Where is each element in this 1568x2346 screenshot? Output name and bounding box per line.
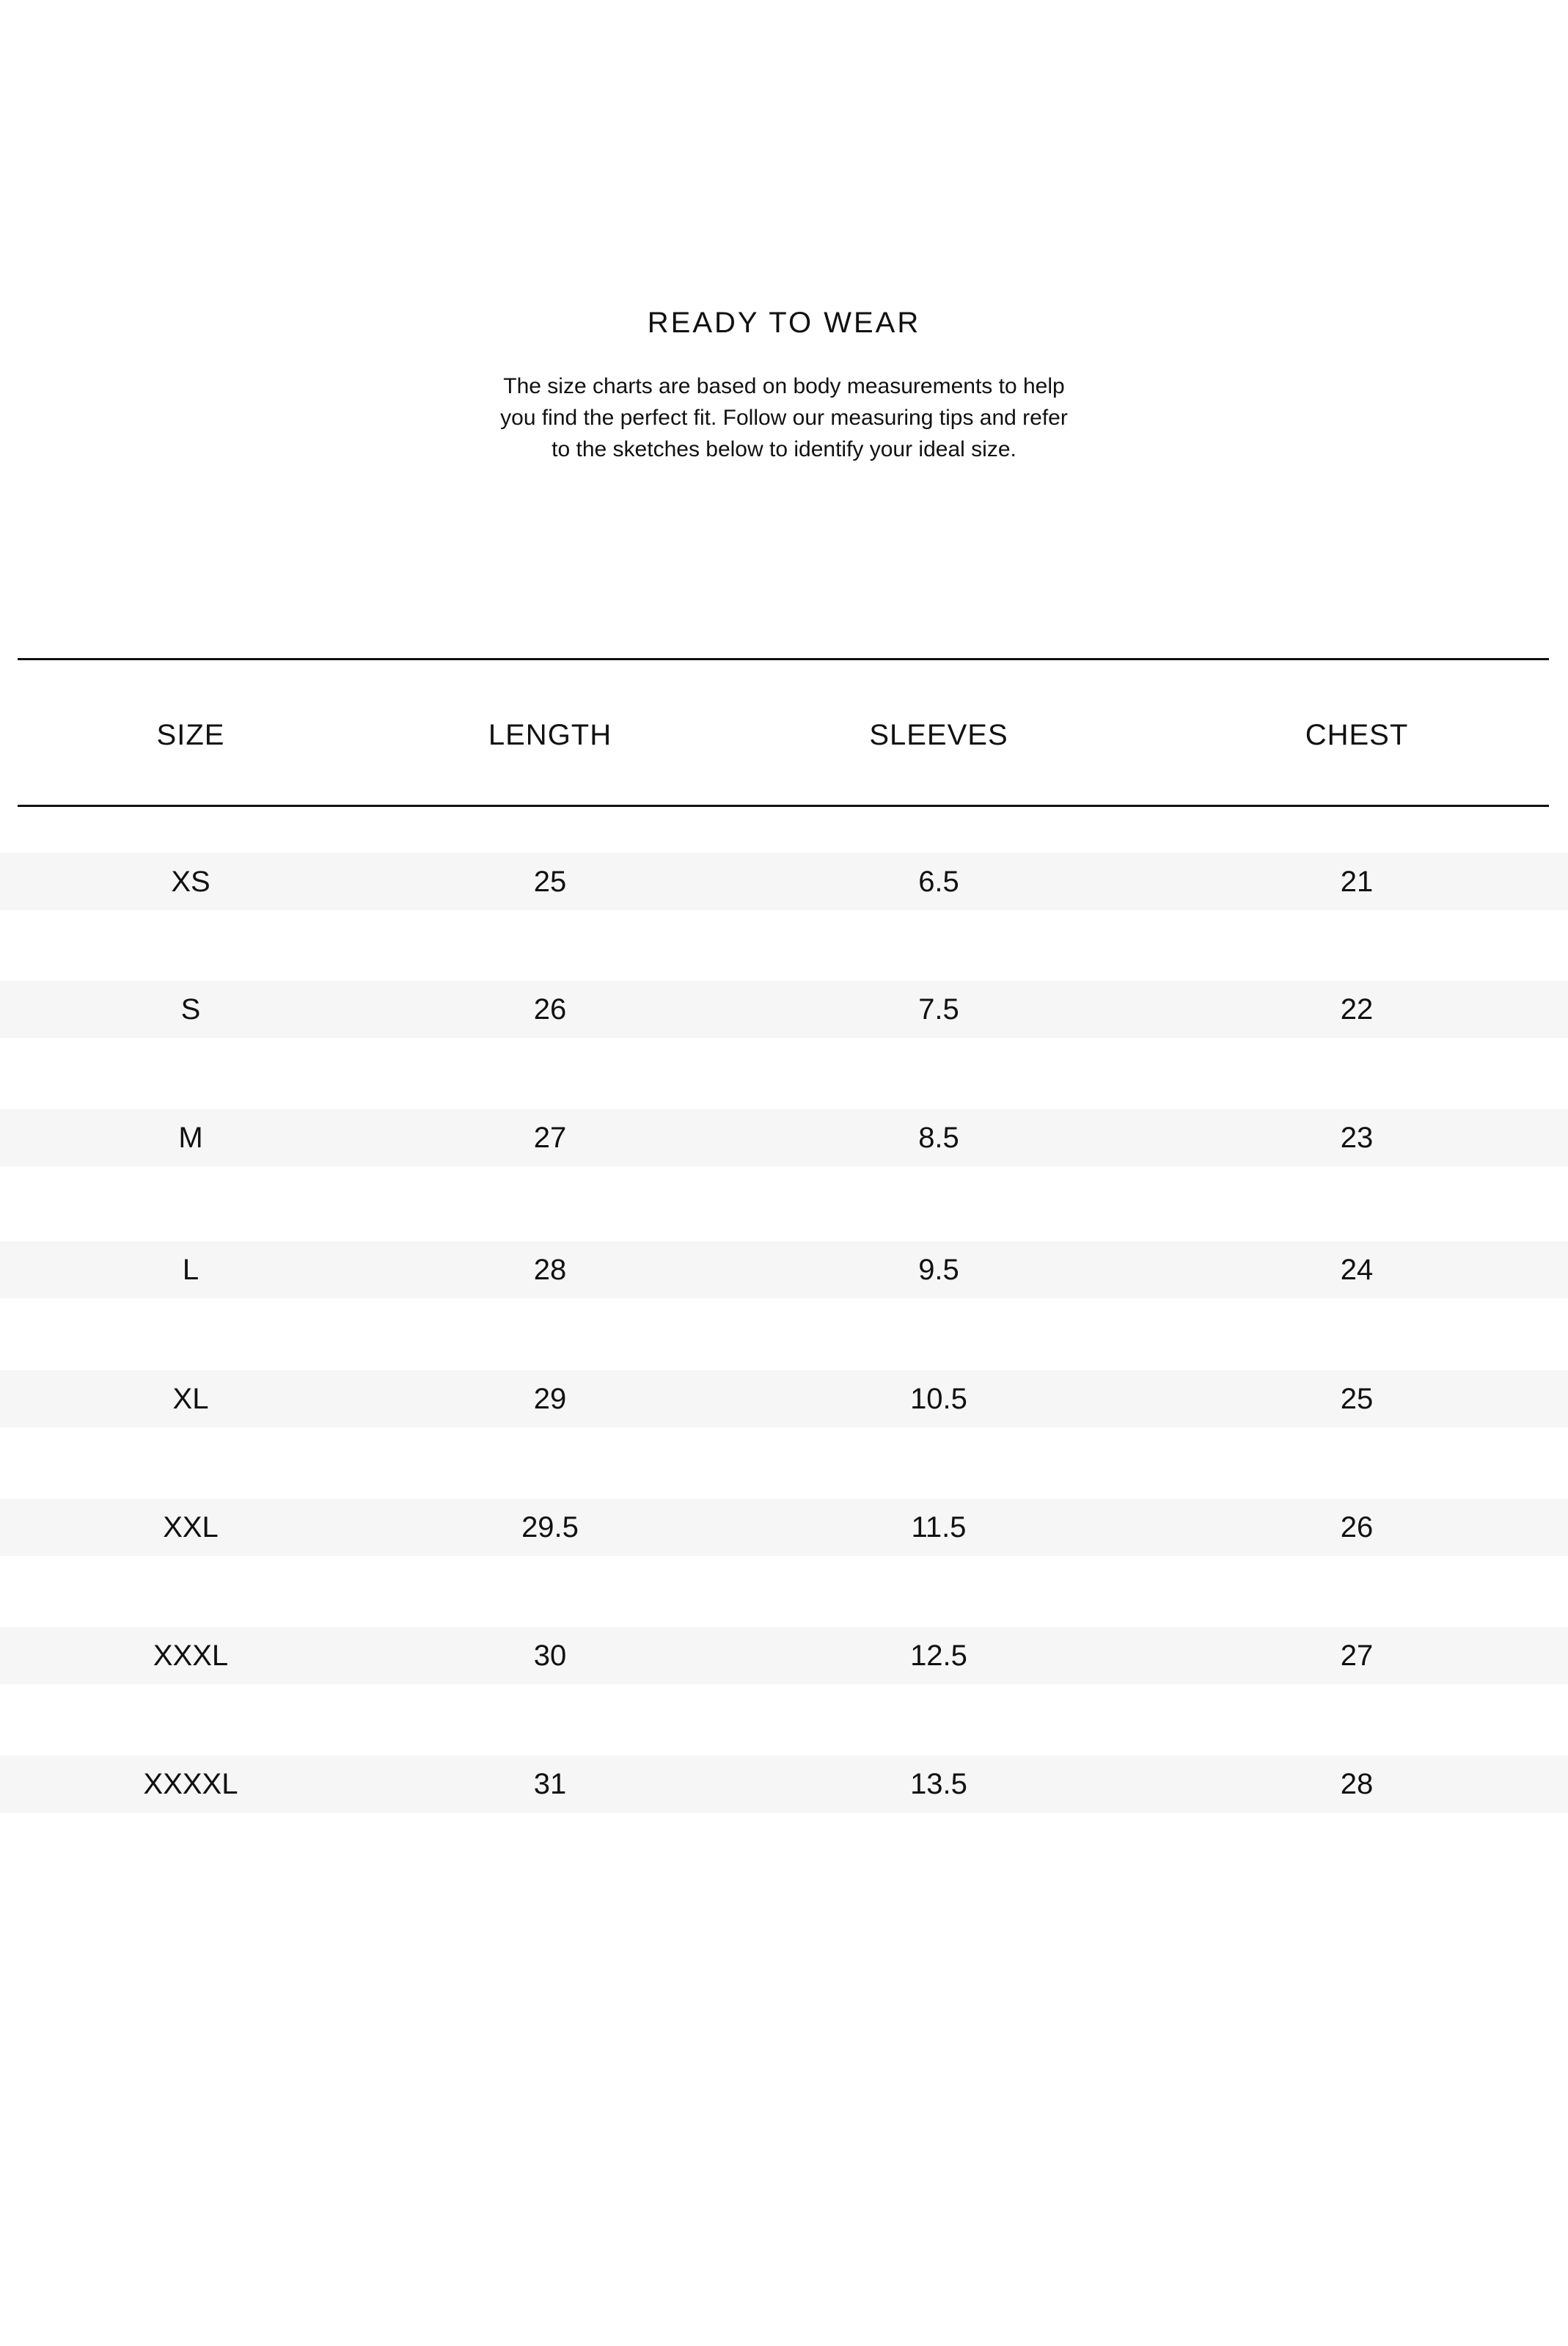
cell-chest: 24	[1340, 1253, 1374, 1286]
cell-length: 27	[533, 1121, 567, 1154]
cell-chest: 28	[1340, 1767, 1374, 1800]
cell-chest: 21	[1340, 865, 1374, 898]
cell-chest: 23	[1340, 1121, 1374, 1154]
cell-chest: 22	[1340, 993, 1374, 1026]
intro-line: you find the perfect fit. Follow our measuring tips and refer	[500, 406, 1068, 430]
cell-length: 28	[533, 1253, 567, 1286]
cell-chest: 27	[1340, 1639, 1374, 1672]
cell-sleeves: 12.5	[910, 1639, 967, 1672]
cell-size: XXXXL	[143, 1767, 238, 1800]
header-chest: CHEST	[1305, 718, 1409, 751]
intro-text	[491, 370, 1077, 465]
cell-sleeves: 8.5	[918, 1121, 959, 1154]
cell-size: S	[180, 993, 201, 1026]
cell-size: XL	[172, 1382, 209, 1415]
table-row	[0, 1627, 1568, 1684]
intro-line: to the sketches below to identify your ideal size.	[552, 437, 1016, 461]
header-sleeves: SLEEVES	[869, 718, 1008, 751]
table-header	[0, 697, 1568, 773]
table-row	[0, 1241, 1568, 1298]
header-size: SIZE	[156, 718, 225, 751]
table-row	[0, 853, 1568, 910]
cell-length: 31	[533, 1767, 567, 1800]
table-row	[0, 1109, 1568, 1166]
cell-sleeves: 13.5	[910, 1767, 967, 1800]
intro-line: The size charts are based on body measurements to help	[503, 374, 1065, 398]
cell-length: 25	[533, 865, 567, 898]
cell-sleeves: 11.5	[911, 1510, 967, 1543]
table-row	[0, 1755, 1568, 1813]
cell-chest: 25	[1340, 1382, 1374, 1415]
cell-sleeves: 10.5	[910, 1382, 967, 1415]
page-title: READY TO WEAR	[647, 307, 921, 339]
cell-sleeves: 7.5	[918, 993, 959, 1026]
table-row	[0, 1370, 1568, 1428]
table-row	[0, 1499, 1568, 1556]
cell-size: XXXL	[153, 1639, 229, 1672]
header-length: LENGTH	[488, 718, 612, 751]
cell-length: 26	[533, 993, 567, 1026]
cell-length: 29.5	[521, 1510, 579, 1543]
cell-size: M	[178, 1121, 203, 1154]
table-header-rule	[18, 805, 1549, 807]
table-row	[0, 981, 1568, 1038]
cell-length: 30	[533, 1639, 567, 1672]
table-top-rule	[18, 658, 1549, 660]
cell-size: XXL	[163, 1510, 219, 1543]
cell-sleeves: 9.5	[918, 1253, 959, 1286]
cell-chest: 26	[1340, 1510, 1374, 1543]
cell-size: L	[182, 1253, 199, 1286]
cell-size: XS	[171, 865, 210, 898]
cell-length: 29	[533, 1382, 567, 1415]
cell-sleeves: 6.5	[918, 865, 959, 898]
